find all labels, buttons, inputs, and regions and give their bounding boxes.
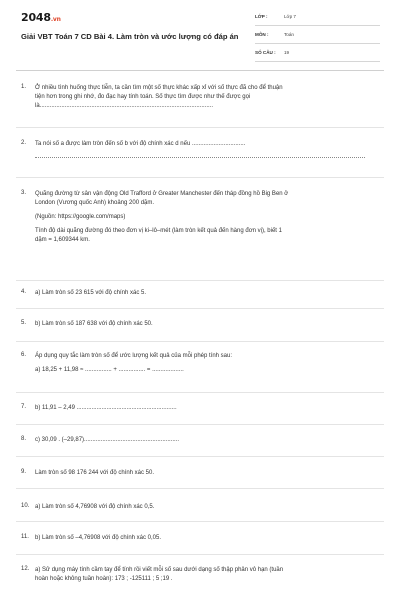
meta-label: MÔN : xyxy=(255,32,269,37)
question-divider xyxy=(16,280,384,281)
question-text: b) Làm tròn số 187 638 với độ chính xác 50. xyxy=(35,321,153,327)
answer-blank: là........................................................................................................ xyxy=(35,103,214,109)
meta-value: 19 xyxy=(284,50,290,55)
question-divider xyxy=(16,341,384,342)
question-number: 12. xyxy=(21,566,30,572)
question-number: 6. xyxy=(21,352,27,358)
question-text: Ta nói số a được làm tròn đến số b với độ chính xác d nếu ................................ xyxy=(35,141,246,147)
question-number: 4. xyxy=(21,289,27,295)
question-number: 10. xyxy=(21,503,30,509)
header-divider xyxy=(16,70,384,71)
answer-blank-line xyxy=(35,149,365,158)
question-divider xyxy=(16,308,384,309)
question-text: a) Sử dụng máy tính cầm tay để tính rồi viết mỗi số sau dưới dạng số thập phân vô hạn (tuần xyxy=(35,567,284,573)
question-divider xyxy=(16,554,384,555)
logo-suffix: .vn xyxy=(50,16,61,23)
question-text: b) 11,91 – 2,49 ............................................................ xyxy=(35,405,177,411)
question-text: dặm = 1,609344 km. xyxy=(35,237,90,243)
question-divider xyxy=(16,424,384,425)
question-text: a) Làm tròn số 23 615 với độ chính xác 5. xyxy=(35,290,146,296)
question-text: tiện hơn trong ghi nhớ, đo đạc hay tính toán. Số thực tìm được như thế được gọi xyxy=(35,94,251,100)
meta-row-class xyxy=(255,11,380,26)
question-text: Làm tròn số 98 176 244 với độ chính xác 50. xyxy=(35,470,155,476)
question-number: 1. xyxy=(21,84,27,90)
question-number: 5. xyxy=(21,320,27,326)
question-number: 7. xyxy=(21,404,27,410)
question-text: a) 18,25 + 11,98 ≈ ................ + ................ = ................... xyxy=(35,367,184,373)
document-title: Giải VBT Toán 7 CD Bài 4. Làm tròn và ước lượng có đáp án xyxy=(21,32,239,41)
question-divider xyxy=(16,456,384,457)
meta-value: Lớp 7 xyxy=(284,14,296,19)
question-text: London (Vương quốc Anh) khoảng 200 dặm. xyxy=(35,200,155,206)
question-number: 3. xyxy=(21,190,27,196)
meta-row-count xyxy=(255,47,380,62)
question-text: hoàn hoặc không tuần hoàn): 173 ; -125111 ; 5 ;19 . xyxy=(35,576,173,582)
question-number: 9. xyxy=(21,469,27,475)
question-text: Áp dụng quy tắc làm tròn số để ước lượng kết quả của mỗi phép tính sau: xyxy=(35,353,233,359)
meta-label: LỚP : xyxy=(255,14,268,19)
question-number: 11. xyxy=(21,534,29,540)
question-text: Tính độ dài quãng đường đó theo đơn vị ki–lô–mét (làm tròn kết quả đến hàng đơn vị), biết 1 xyxy=(35,228,282,234)
question-divider xyxy=(16,521,384,522)
source-note: (Nguồn: https://google.com/maps) xyxy=(35,214,126,220)
question-number: 8. xyxy=(21,436,27,442)
meta-row-subject xyxy=(255,29,380,44)
logo-main: 2048 xyxy=(21,11,51,24)
question-text: a) Làm tròn số 4,76908 với độ chính xác 0,5. xyxy=(35,504,155,510)
question-text: Quãng đường từ sân vận động Old Trafford ở Greater Manchester đến tháp đồng hồ Big Ben ở xyxy=(35,191,289,197)
site-logo[interactable] xyxy=(21,11,61,24)
meta-value: Toán xyxy=(284,32,294,37)
question-divider xyxy=(16,488,384,489)
question-text: Ở nhiều tình huống thực tiễn, ta cần tìm một số thực khác xấp xỉ với số thực đã cho để thuận xyxy=(35,85,283,91)
meta-label: SỐ CÂU : xyxy=(255,50,276,55)
question-text: b) Làm tròn số –4,76908 với độ chính xác 0,05. xyxy=(35,535,162,541)
question-number: 2. xyxy=(21,140,27,146)
question-divider xyxy=(16,127,384,128)
question-text: c) 30,09 . (–29,87)......................................................... xyxy=(35,437,180,443)
question-divider xyxy=(16,392,384,393)
meta-panel xyxy=(255,11,380,65)
question-divider xyxy=(16,177,384,178)
